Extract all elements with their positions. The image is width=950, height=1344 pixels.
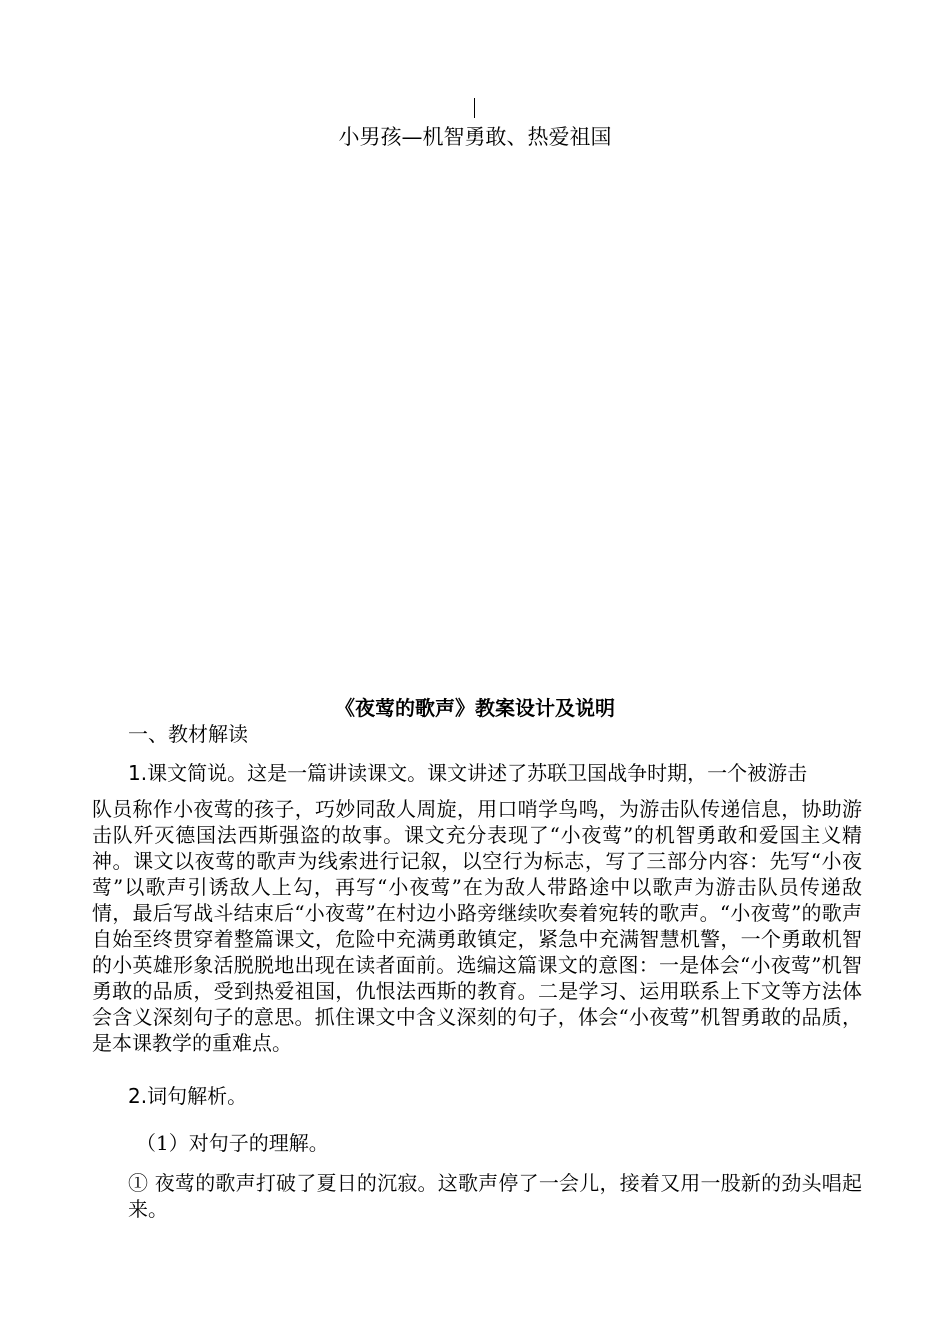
- section-heading: 一、教材解读: [128, 722, 248, 746]
- text-cursor-mark: [474, 98, 475, 118]
- sub-item-number: （1）: [136, 1131, 189, 1155]
- paragraph-sentence-example: ① 夜莺的歌声打破了夏日的沉寂。这歌声停了一会儿，接着又用一股新的劲头唱起来。: [128, 1171, 862, 1221]
- paragraph-text: 对句子的理解。: [188, 1131, 329, 1155]
- document-title: 《夜莺的歌声》教案设计及说明: [335, 696, 615, 720]
- paragraph-lead: [92, 760, 862, 786]
- page-subtitle: 小男孩—机智勇敢、热爱祖国: [338, 125, 612, 149]
- paragraph-body: 队员称作小夜莺的孩子，巧妙同敌人周旋，用口哨学鸟鸣，为游击队传递信息，协助游击队歼灭德国法西斯强盗的故事。课文充分表现了“小夜莺”的机智勇敢和爱国主义精神。课文以夜莺的歌声为线索进行记叙，以空行为标志，写了三部分内容：先写“小夜莺”以歌声引诱敌人上勾，再写“小夜莺”在为敌人带路途中以歌声为游击队员传递敌情，最后写战斗结束后“小夜莺”在村边小路旁继续吹奏着宛转的歌声。“小夜莺”的歌声自始至终贯穿着整篇课文，危险中充满勇敢镇定，紧急中充满智慧机警，一个勇敢机智的小英雄形象活脱脱地出现在读者面前。选编这篇课文的意图：一是体会“小夜莺”机智勇敢的品质，受到热爱祖国，仇恨法西斯的教育。二是学习、运用联系上下文等方法体会含义深刻句子的意思。抓住课文中含义深刻的句子，体会“小夜莺”机智勇敢的品质，是本课教学的重难点。: [92, 797, 862, 1055]
- item-number: 1.: [128, 761, 148, 785]
- paragraph-word-analysis: [92, 1083, 862, 1109]
- paragraph-sentence-understanding: [92, 1130, 862, 1156]
- item-number: 2.: [128, 1084, 148, 1108]
- paragraph-lead-text: 课文简说。这是一篇讲读课文。课文讲述了苏联卫国战争时期，一个被游击: [147, 761, 808, 785]
- paragraph-course-overview: [92, 760, 862, 1056]
- paragraph-text: 词句解析。: [147, 1084, 248, 1108]
